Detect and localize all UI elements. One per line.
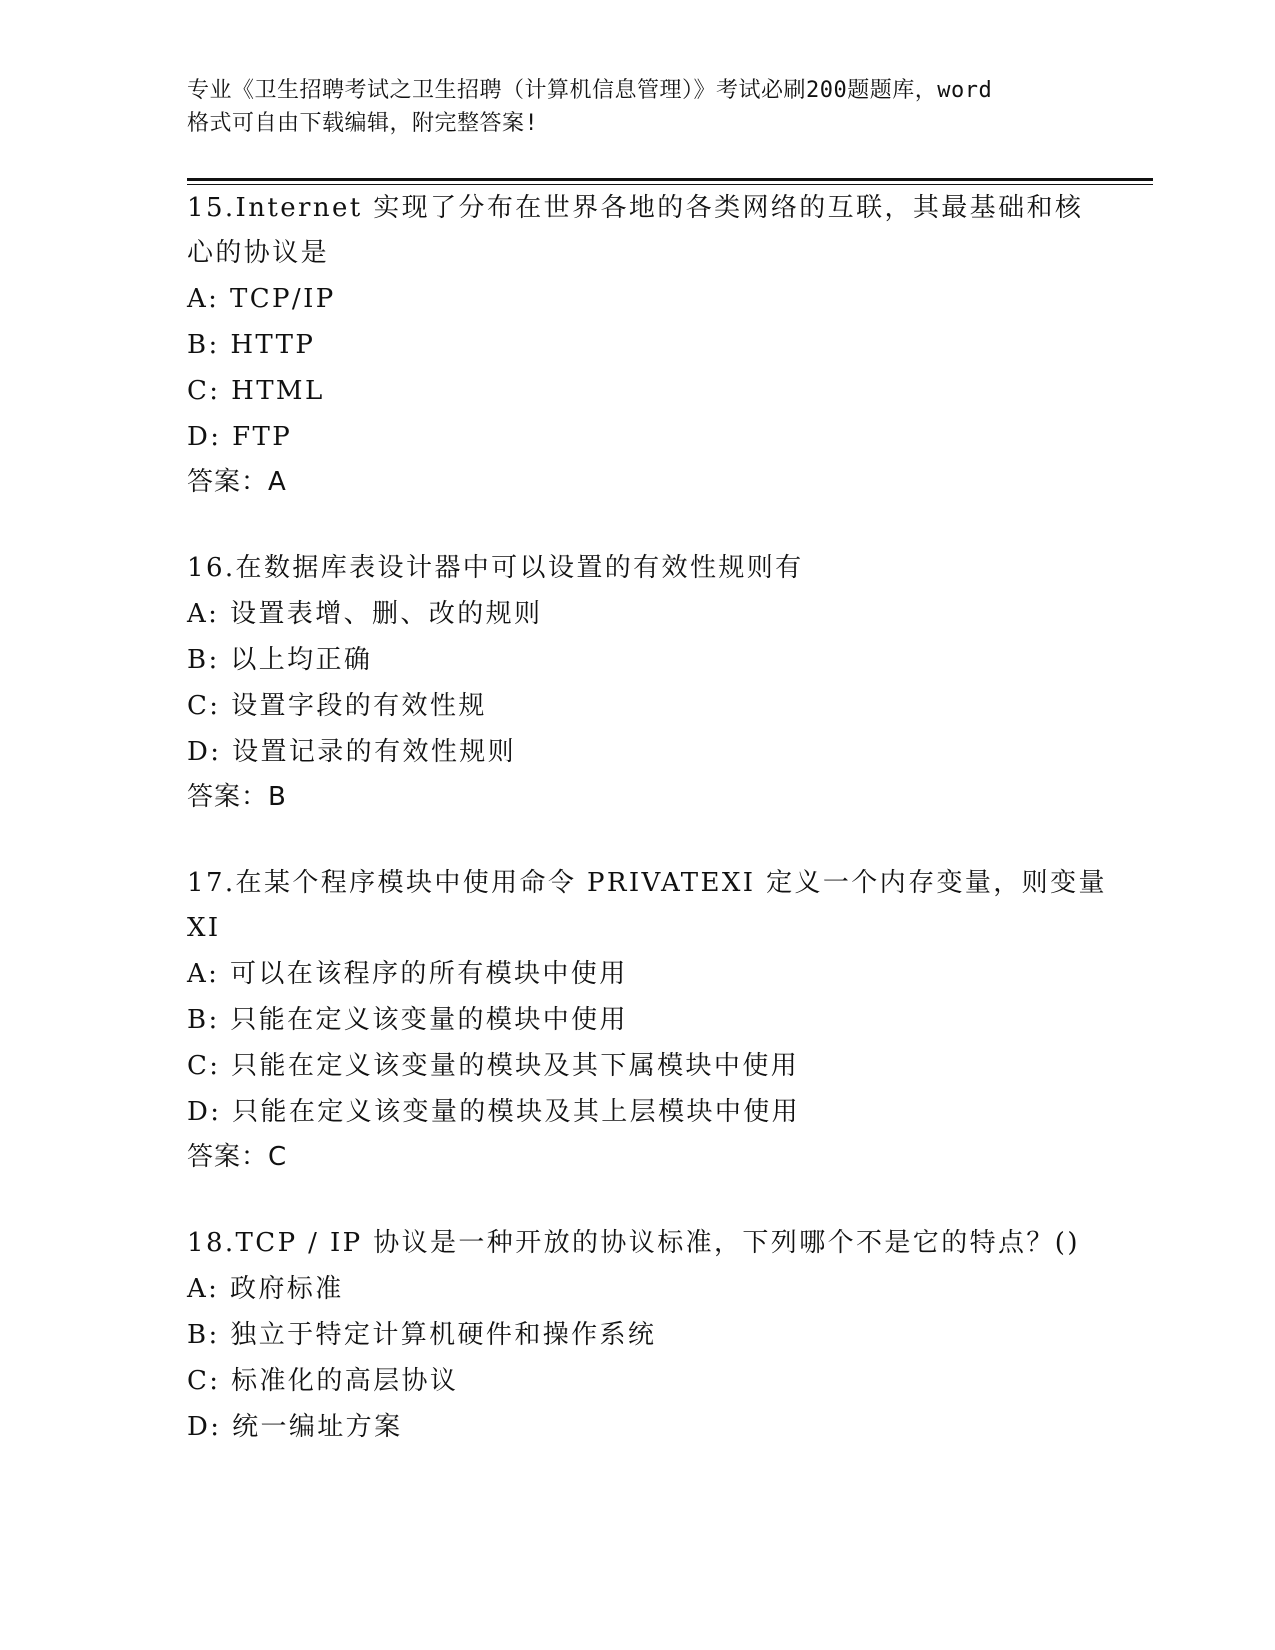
option-c: C: 设置字段的有效性规	[187, 691, 487, 721]
option-c: C: HTML	[187, 376, 325, 406]
header-divider-thick	[187, 178, 1153, 181]
document-header	[187, 74, 1087, 140]
question-text: 17.在某个程序模块中使用命令 PRIVATEXI 定义一个内存变量，则变量XI	[187, 868, 1107, 943]
option-a: A: 设置表增、删、改的规则	[187, 599, 543, 629]
header-divider-thin	[187, 184, 1153, 185]
answer: 答案：B	[187, 782, 287, 812]
option-b: B: 只能在定义该变量的模块中使用	[187, 1005, 628, 1035]
answer: 答案：C	[187, 1142, 288, 1172]
answer: 答案：A	[187, 467, 287, 497]
question-16	[187, 546, 1107, 819]
option-a: A: 可以在该程序的所有模块中使用	[187, 959, 628, 989]
option-c: C: 只能在定义该变量的模块及其下属模块中使用	[187, 1051, 800, 1081]
question-15	[187, 186, 1107, 504]
option-d: D: 设置记录的有效性规则	[187, 737, 517, 767]
option-d: D: 只能在定义该变量的模块及其上层模块中使用	[187, 1097, 801, 1127]
option-d: D: FTP	[187, 422, 293, 452]
header-line-2: 格式可自由下载编辑，附完整答案!	[187, 111, 539, 136]
option-b: B: 以上均正确	[187, 645, 373, 675]
option-b: B: HTTP	[187, 330, 316, 360]
option-b: B: 独立于特定计算机硬件和操作系统	[187, 1320, 657, 1350]
question-18	[187, 1221, 1107, 1450]
header-line-1: 专业《卫生招聘考试之卫生招聘（计算机信息管理）》考试必刷200题题库，word	[187, 78, 993, 103]
option-a: A: TCP/IP	[187, 284, 336, 314]
question-17	[187, 861, 1107, 1179]
option-d: D: 统一编址方案	[187, 1412, 403, 1442]
option-c: C: 标准化的高层协议	[187, 1366, 459, 1396]
question-text: 18.TCP / IP 协议是一种开放的协议标准，下列哪个不是它的特点？()	[187, 1228, 1080, 1258]
option-a: A: 政府标准	[187, 1274, 344, 1304]
question-text: 15.Internet 实现了分布在世界各地的各类网络的互联，其最基础和核心的协议是	[187, 193, 1084, 268]
question-text: 16.在数据库表设计器中可以设置的有效性规则有	[187, 553, 804, 583]
question-list	[187, 186, 1107, 1492]
